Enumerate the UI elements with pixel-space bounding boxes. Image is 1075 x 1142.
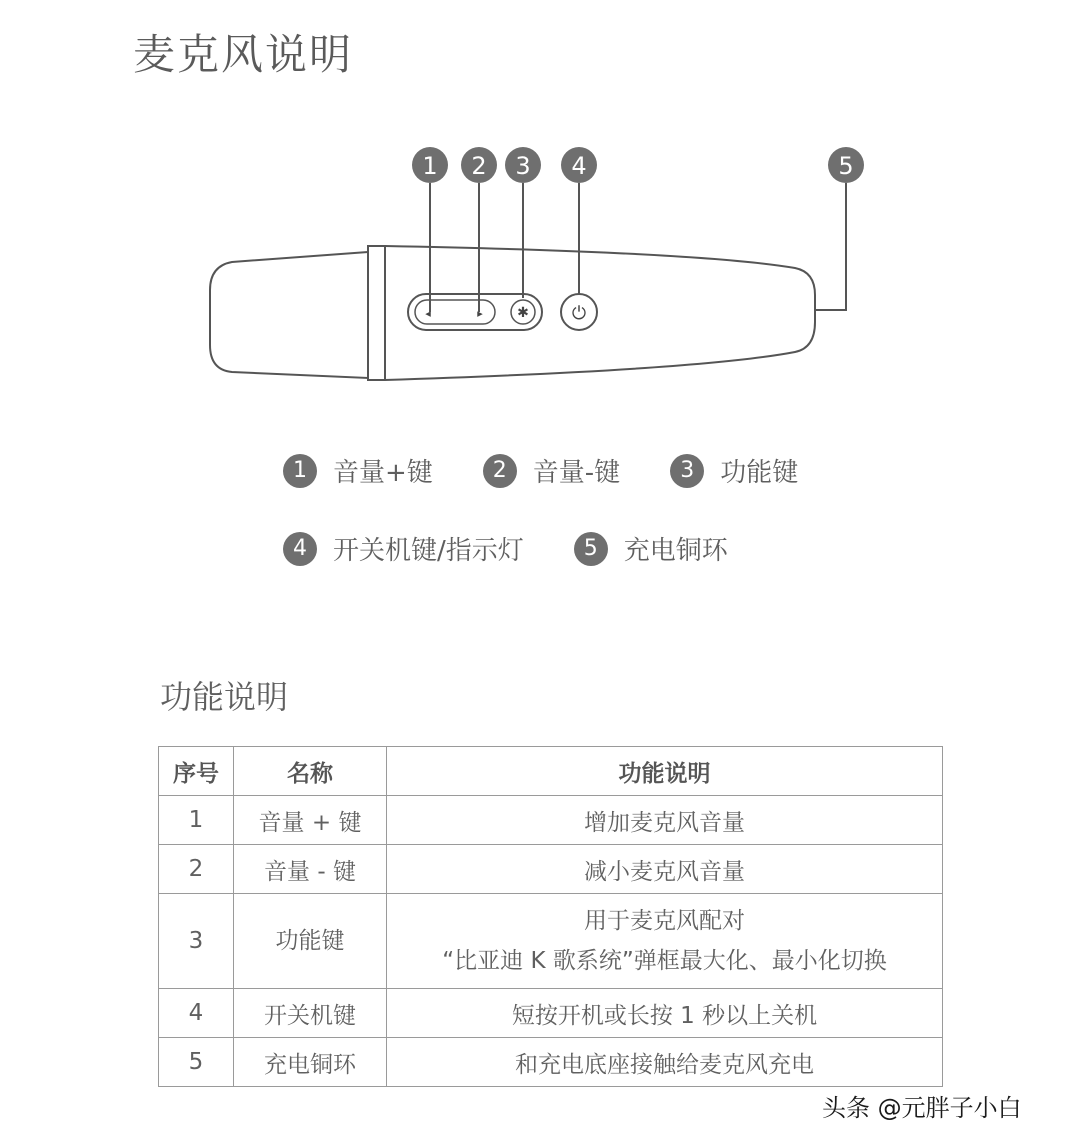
legend-label: 功能键 [720,458,799,488]
function-table [158,746,943,1087]
legend-number: 1 [283,454,317,488]
microphone-head [210,252,368,378]
legend-row-2 [283,530,778,567]
legend-label: 音量+键 [333,458,433,488]
header-name: 名称 [234,747,387,796]
svg-text:4: 4 [571,152,587,180]
callout-2 [461,147,497,183]
table-row [159,1038,943,1087]
svg-text:1: 1 [422,152,438,180]
volume-down-glyph: ◂ [425,307,431,320]
cell-description [387,894,943,989]
svg-text:3: 3 [515,152,531,180]
svg-text:5: 5 [838,152,854,180]
legend-number: 5 [574,532,608,566]
callout-5 [828,147,864,183]
legend-number: 4 [283,532,317,566]
legend-row-1 [283,452,848,489]
callout-4 [561,147,597,183]
cell-index: 4 [159,989,234,1038]
callout-1 [412,147,448,183]
cell-index: 5 [159,1038,234,1087]
table-row [159,989,943,1038]
legend-label: 充电铜环 [623,536,728,566]
page-title: 麦克风说明 [133,30,354,79]
cell-description: 短按开机或长按 1 秒以上关机 [387,989,943,1038]
cell-index: 2 [159,845,234,894]
legend-item-3 [670,452,798,489]
legend-item-2 [483,452,620,489]
table-row [159,796,943,845]
cell-description: 减小麦克风音量 [387,845,943,894]
cell-index: 1 [159,796,234,845]
table-header-row [159,747,943,796]
header-description: 功能说明 [387,747,943,796]
cell-name: 功能键 [234,894,387,989]
legend-number: 2 [483,454,517,488]
table-row [159,845,943,894]
legend-label: 音量-键 [532,458,621,488]
watermark-text: 头条 @元胖子小白 [822,1094,1022,1122]
cell-name: 开关机键 [234,989,387,1038]
header-index: 序号 [159,747,234,796]
description-line: “比亚迪 K 歌系统”弹框最大化、最小化切换 [442,948,887,974]
cell-name: 音量 + 键 [234,796,387,845]
callout-3 [505,147,541,183]
legend-item-1 [283,452,433,489]
function-glyph: ✱ [517,305,529,321]
legend-label: 开关机键/指示灯 [333,536,524,566]
volume-up-glyph: ▸ [477,307,483,320]
cell-index: 3 [159,894,234,989]
legend-item-4 [283,530,524,567]
cell-description: 和充电底座接触给麦克风充电 [387,1038,943,1087]
cell-name: 音量 - 键 [234,845,387,894]
cell-description: 增加麦克风音量 [387,796,943,845]
legend-number: 3 [670,454,704,488]
cell-name: 充电铜环 [234,1038,387,1087]
power-glyph: ⏻ [571,303,587,324]
microphone-diagram [0,0,1075,420]
description-line: 用于麦克风配对 [584,908,745,934]
svg-text:2: 2 [471,152,487,180]
table-row [159,894,943,989]
legend-item-5 [574,530,728,567]
section-title: 功能说明 [160,678,289,716]
